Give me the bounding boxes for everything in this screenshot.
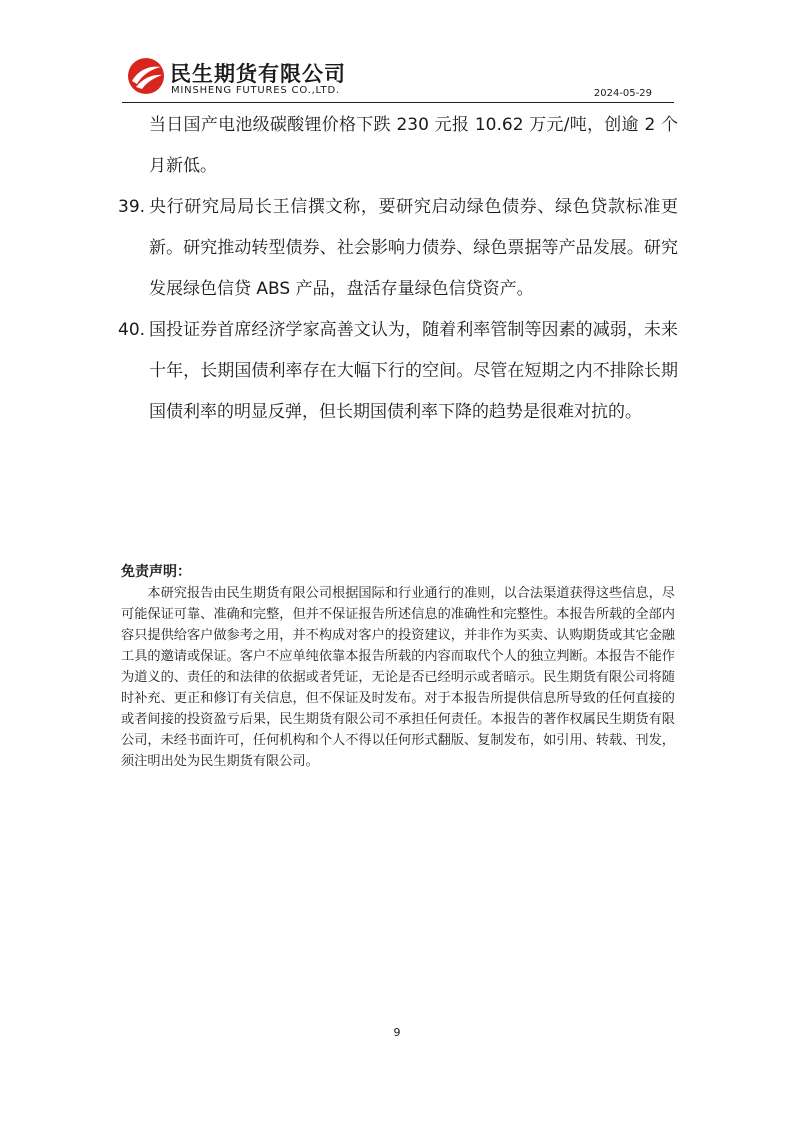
minsheng-logo-icon xyxy=(126,56,166,96)
page-header xyxy=(122,52,674,103)
disclaimer-body: 本研究报告由民生期货有限公司根据国际和行业通行的准则，以合法渠道获得这些信息，尽可能保证可靠、准确和完整，但并不保证报告所述信息的准确性和完整性。本报告所载的全部内容只提供给客户做参考之用，并不构成对客户的投资建议，并非作为买卖、认购期货或其它金融工具的邀请或保证。客户不应单纯依靠本报告所载的内容而取代个人的独立判断。本报告不能作为道义的、责任的和法律的依据或者凭证，无论是否已经明示或者暗示。民生期货有限公司将随时补充、更正和修订有关信息，但不保证及时发布。对于本报告所提供信息所导致的任何直接的或者间接的投资盈亏后果，民生期货有限公司不承担任何责任。本报告的著作权属民生期货有限公司，未经书面许可，任何机构和个人不得以任何形式翻版、复制发布，如引用、转载、刊发，须注明出处为民生期货有限公司。 xyxy=(121,586,675,769)
page-number: 9 xyxy=(393,1026,401,1039)
news-list xyxy=(118,105,678,433)
disclaimer-section xyxy=(121,561,675,772)
report-date: 2024-05-29 xyxy=(593,88,652,99)
news-item-40 xyxy=(118,310,678,433)
company-name-cn: 民生期货有限公司 xyxy=(170,62,346,86)
news-item-number: 40. xyxy=(118,320,146,340)
disclaimer-title: 免责声明： xyxy=(121,564,191,580)
news-item-continuation xyxy=(118,105,678,187)
news-item-number: 39. xyxy=(118,197,146,217)
news-item-text: 央行研究局局长王信撰文称，要研究启动绿色债券、绿色贷款标准更新。研究推动转型债券、社会影响力债券、绿色票据等产品发展。研究发展绿色信贷 ABS 产品，盘活存量绿色信贷资产。 xyxy=(149,197,678,299)
news-item-text: 当日国产电池级碳酸锂价格下跌 230 元报 10.62 万元/吨，创逾 2 个月新低。 xyxy=(149,115,678,176)
news-item-39 xyxy=(118,187,678,310)
news-item-text: 国投证券首席经济学家高善文认为，随着利率管制等因素的减弱，未来十年，长期国债利率存在大幅下行的空间。尽管在短期之内不排除长期国债利率的明显反弹，但长期国债利率下降的趋势是很难对抗的。 xyxy=(149,320,678,422)
company-name-en: MINSHENG FUTURES CO.,LTD. xyxy=(171,85,340,96)
